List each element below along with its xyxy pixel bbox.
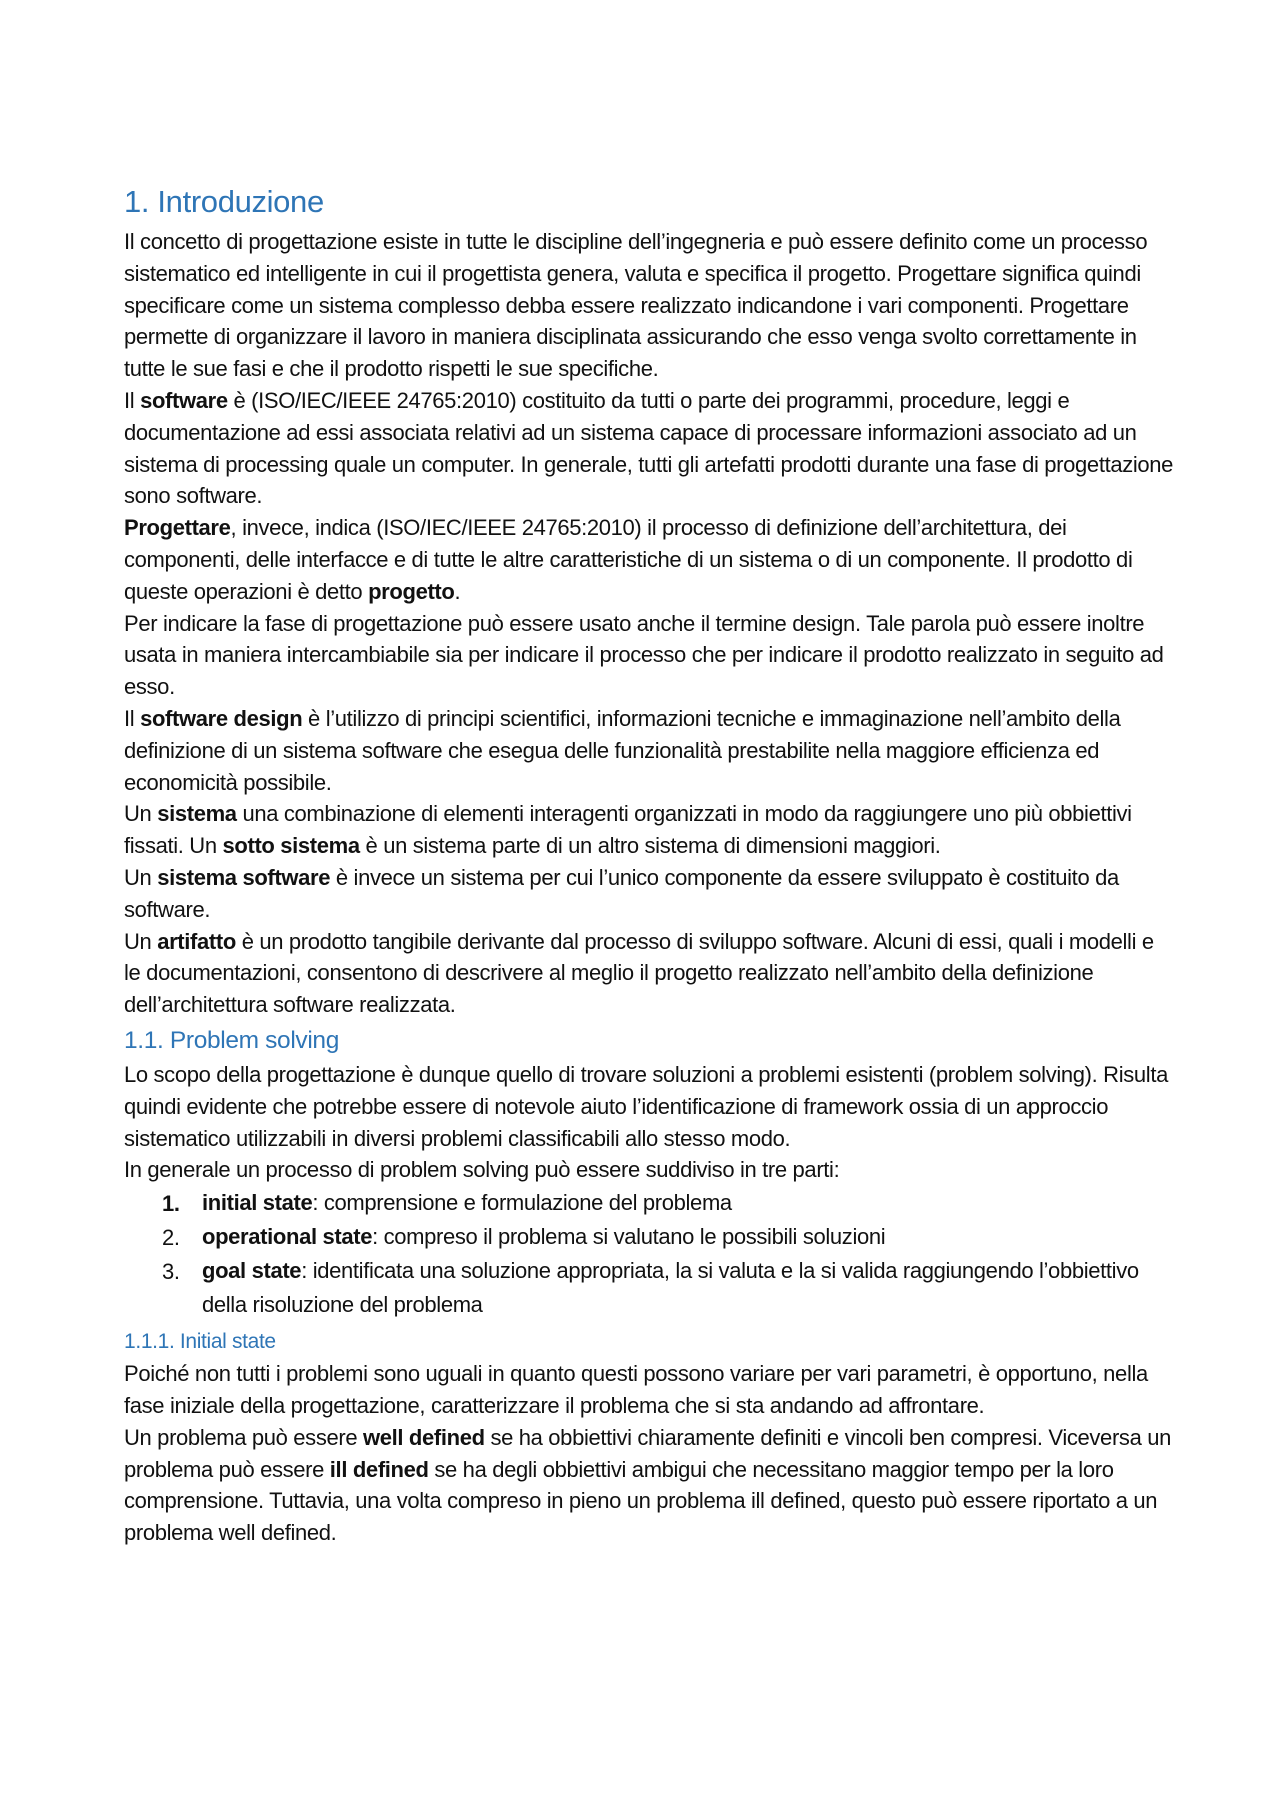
list-item	[124, 1220, 1174, 1254]
paragraph	[124, 1422, 1174, 1549]
paragraph	[124, 1154, 1174, 1186]
text-run: Lo scopo della progettazione è dunque quello di trovare soluzioni a problemi esistenti (problem solving). Risulta quindi evidente che potrebbe essere di notevole aiuto l’identificazione di framework ossia di un approccio sistematico utilizzabili in diversi problemi classificabili allo stesso modo.	[124, 1061, 1168, 1151]
list-item	[124, 1254, 1174, 1322]
text-run: Un problema può essere	[124, 1424, 363, 1450]
problem-solving-steps-list	[124, 1186, 1174, 1322]
text-run: è un sistema parte di un altro sistema di dimensioni maggiori.	[359, 833, 941, 859]
text-run: è un prodotto tangibile derivante dal processo di sviluppo software. Alcuni di essi, quali i modelli e le documentazioni, consentono di descrivere al meglio il progetto realizzato nell’ambito della definizione dell’architettura software realizzata.	[124, 928, 1154, 1018]
bold-term: software design	[140, 705, 303, 731]
text-run: Un	[124, 928, 158, 954]
text-run: Il	[124, 387, 141, 413]
text-run: Poiché non tutti i problemi sono uguali in quanto questi possono variare per vari parametri, è opportuno, nella fase iniziale della progettazione, caratterizzare il problema che si sta andando ad affrontare.	[124, 1361, 1148, 1418]
subsection-body	[124, 1059, 1174, 1186]
bold-term: well defined	[362, 1424, 485, 1450]
text-run: Un	[124, 864, 158, 890]
text-run: : comprensione e formulazione del problema	[312, 1190, 732, 1216]
bold-term: Progettare	[124, 515, 231, 541]
list-item-text	[202, 1220, 1174, 1254]
text-run: è invece un sistema per cui l’unico componente da essere sviluppato è costituito da software.	[124, 864, 1119, 922]
paragraph	[124, 385, 1174, 512]
section-body	[124, 226, 1174, 1021]
text-run: Il	[124, 705, 141, 731]
paragraph	[124, 798, 1174, 862]
paragraph	[124, 862, 1174, 926]
text-run: : identificata una soluzione appropriata, la si valuta e la si valida raggiungendo l’obbiettivo della risoluzione del problema	[202, 1258, 1139, 1318]
paragraph	[124, 1358, 1174, 1422]
bold-term: progetto	[368, 578, 455, 604]
paragraph	[124, 226, 1174, 385]
list-item-number: 1.	[162, 1191, 180, 1217]
bold-term: sotto sistema	[222, 833, 360, 859]
bold-term: sistema	[157, 801, 237, 827]
text-run: Un	[124, 801, 158, 827]
section-title: 1. Introduzione	[124, 184, 324, 219]
bold-term: initial state	[202, 1190, 313, 1216]
list-item-number: 2.	[162, 1225, 180, 1251]
bold-term: operational state	[202, 1224, 373, 1250]
subsubsection-title: 1.1.1. Initial state	[124, 1330, 276, 1354]
text-run: In generale un processo di problem solving può essere suddiviso in tre parti:	[124, 1157, 840, 1183]
list-item-text	[202, 1254, 1174, 1322]
subsection-title: 1.1. Problem solving	[124, 1026, 339, 1054]
text-run: è l’utilizzo di principi scientifici, informazioni tecniche e immaginazione nell’ambito della definizione di un sistema software che esegua delle funzionalità prestabilite nella maggiore efficienza ed economicità possibile.	[124, 705, 1121, 795]
text-run: Il concetto di progettazione esiste in tutte le discipline dell’ingegneria e può essere definito come un processo sistematico ed intelligente in cui il progettista genera, valuta e specifica il progetto. Progettare significa quindi specificare come un sistema complesso debba essere realizzato indicandone i vari componenti. Progettare permette di organizzare il lavoro in maniera disciplinata assicurando che esso venga svolto correttamente in tutte le sue fasi e che il prodotto rispetti le sue specifiche.	[124, 229, 1148, 382]
text-run: , invece, indica (ISO/IEC/IEEE 24765:2010) il processo di definizione dell’architettura, dei componenti, delle interfacce e di tutte le altre caratteristiche di un sistema o di un componente. Il prodotto di queste operazioni è detto	[124, 515, 1133, 604]
bold-term: ill defined	[329, 1456, 429, 1482]
list-item-text	[202, 1186, 1174, 1220]
list-item-number: 3.	[162, 1259, 180, 1285]
bold-term: goal state	[202, 1258, 302, 1284]
list-item	[124, 1186, 1174, 1220]
paragraph	[124, 703, 1174, 798]
bold-term: sistema software	[157, 864, 331, 890]
paragraph	[124, 512, 1174, 607]
paragraph	[124, 1059, 1174, 1154]
text-run: è (ISO/IEC/IEEE 24765:2010) costituito da tutti o parte dei programmi, procedure, leggi e documentazione ad essi associata relativi ad un sistema capace di processare informazioni associato ad un sistema di processing quale un computer. In generale, tutti gli artefatti prodotti durante una fase di progettazione sono software.	[124, 387, 1174, 509]
paragraph	[124, 608, 1174, 703]
subsubsection-body	[124, 1358, 1174, 1549]
bold-term: artifatto	[157, 928, 236, 954]
text-run: se ha degli obbiettivi ambigui che necessitano maggior tempo per la loro comprensione. Tuttavia, una volta compreso in pieno un problema ill defined, questo può essere riportato a un problema well defined.	[124, 1456, 1158, 1546]
text-run: Per indicare la fase di progettazione può essere usato anche il termine design. Tale parola può essere inoltre usata in maniera intercambiabile sia per indicare il processo che per indicare il prodotto realizzato in seguito ad esso.	[124, 610, 1164, 700]
document-page	[124, 182, 1174, 1549]
text-run: se ha obbiettivi chiaramente definiti e vincoli ben compresi. Viceversa un problema può essere	[124, 1424, 1171, 1482]
text-run: : compreso il problema si valutano le possibili soluzioni	[372, 1224, 886, 1250]
text-run: .	[454, 578, 461, 604]
paragraph	[124, 926, 1174, 1021]
bold-term: software	[140, 387, 228, 413]
text-run: una combinazione di elementi interagenti organizzati in modo da raggiungere uno più obbiettivi fissati. Un	[124, 801, 1132, 859]
